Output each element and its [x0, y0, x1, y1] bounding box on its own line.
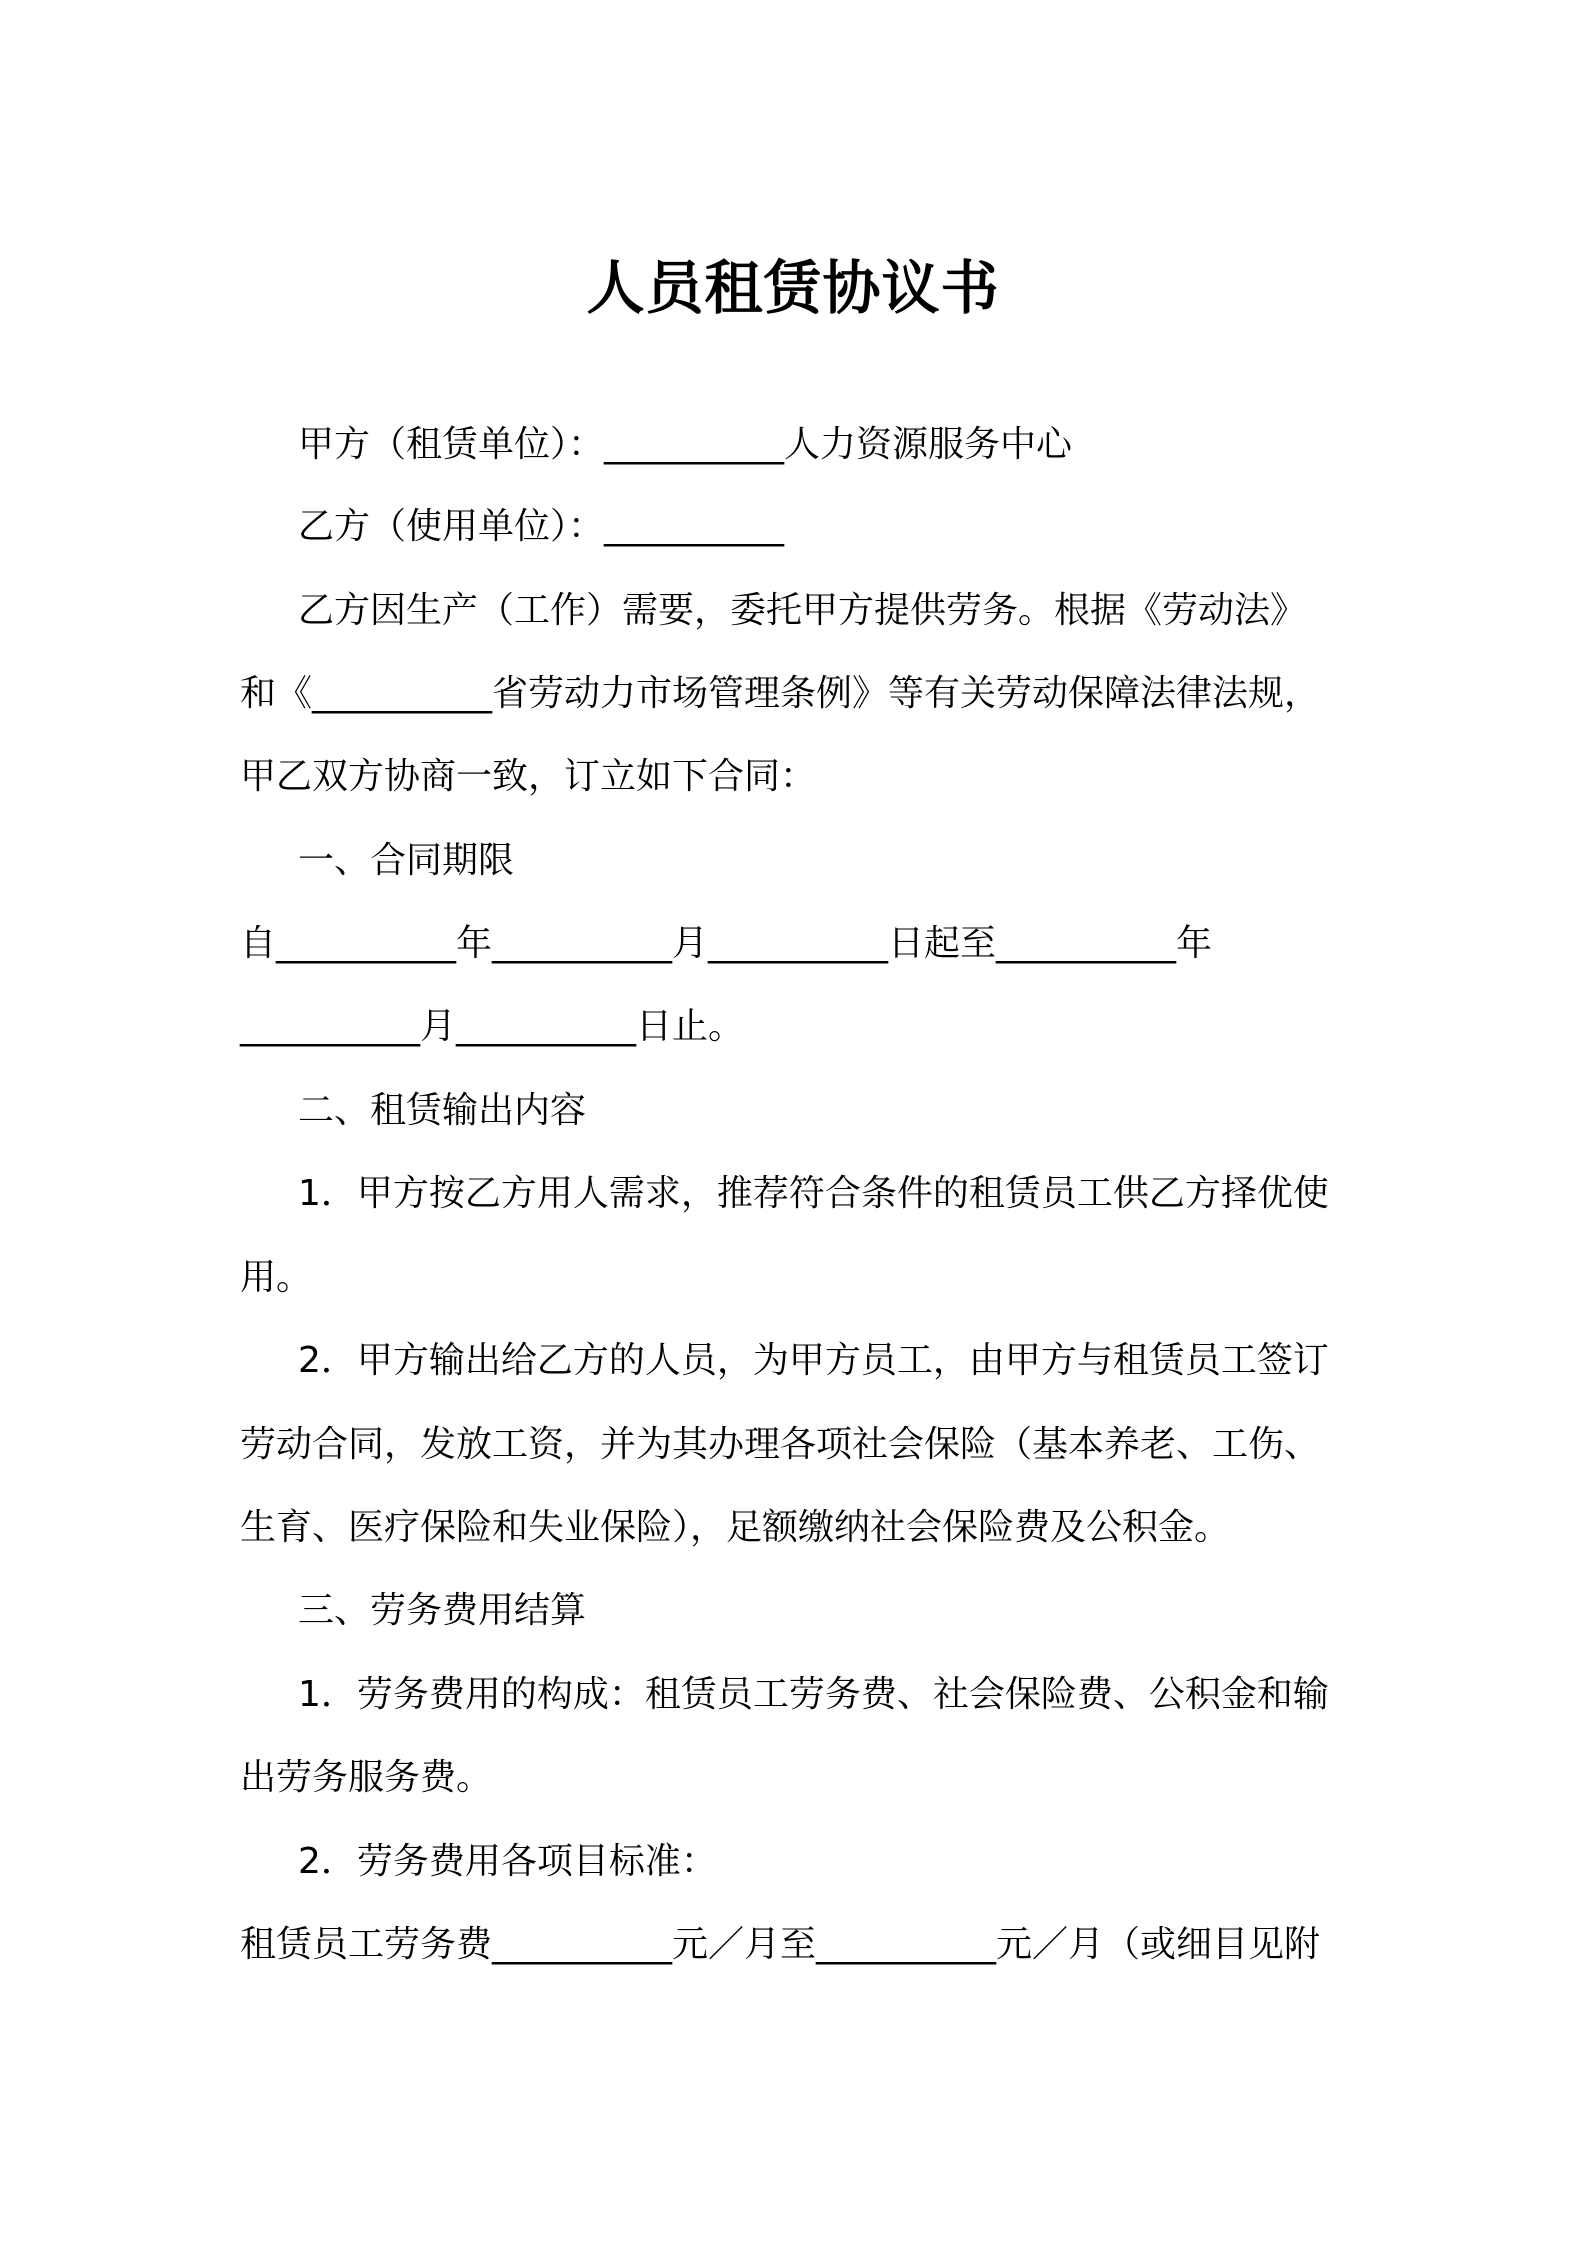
section-2-heading: 二、租赁输出内容: [298, 1090, 587, 1131]
preamble-line-3: 甲乙双方协商一致，订立如下合同：: [240, 756, 817, 797]
preamble-line-1: 乙方因生产（工作）需要，委托甲方提供劳务。根据《劳动法》: [298, 590, 1307, 631]
clause-2-2-line-3: 生育、医疗保险和失业保险），足额缴纳社会保险费及公积金。: [240, 1507, 1231, 1548]
clause-2-2-line-1: 2．甲方输出给乙方的人员，为甲方员工，由甲方与租赁员工签订: [298, 1340, 1329, 1381]
section-1-heading: 一、合同期限: [298, 840, 515, 881]
clause-2-2-line-2: 劳动合同，发放工资，并为其办理各项社会保险（基本养老、工伤、: [240, 1424, 1321, 1465]
party-b-line: 乙方（使用单位）：__________: [298, 506, 785, 547]
clause-2-1-line-2: 用。: [240, 1257, 313, 1298]
clause-2-1-line-1: 1．甲方按乙方用人需求，推荐符合条件的租赁员工供乙方择优使: [298, 1173, 1329, 1214]
party-a-line: 甲方（租赁单位）：__________人力资源服务中心: [298, 424, 1073, 465]
clause-3-2-heading: 2．劳务费用各项目标准：: [298, 1841, 717, 1882]
term-line-1: 自__________年__________月__________日起至__________年: [240, 923, 1213, 964]
term-line-2: __________月__________日止。: [240, 1006, 745, 1047]
section-3-heading: 三、劳务费用结算: [298, 1590, 587, 1631]
preamble-line-2: 和《__________省劳动力市场管理条例》等有关劳动保障法律法规，: [240, 673, 1321, 714]
document-title: 人员租赁协议书: [586, 254, 1000, 322]
clause-3-1-line-2: 出劳务服务费。: [240, 1757, 493, 1798]
clause-3-1-line-1: 1．劳务费用的构成：租赁员工劳务费、社会保险费、公积金和输: [298, 1674, 1329, 1715]
fee-standard-line: 租赁员工劳务费__________元／月至__________元／月（或细目见附: [240, 1924, 1321, 1965]
